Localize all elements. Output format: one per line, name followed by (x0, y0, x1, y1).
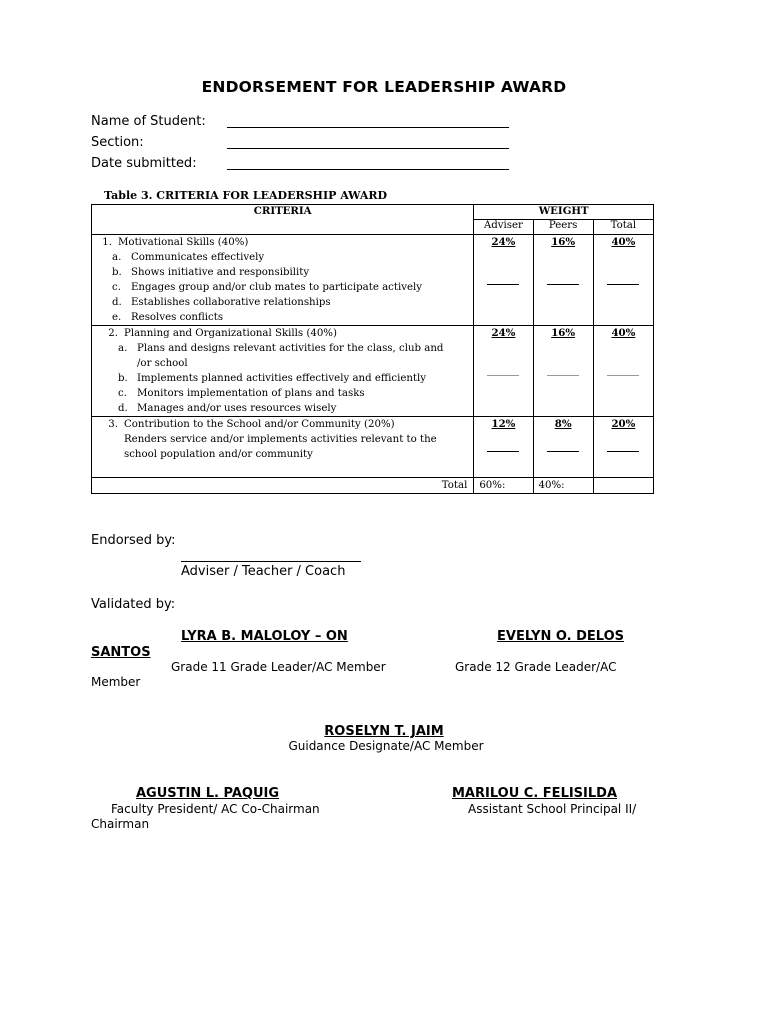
list-item: school population and/or community (124, 449, 313, 460)
list-item: Manages and/or uses resources wisely (137, 403, 337, 414)
item-letter: b. (118, 373, 128, 384)
item-letter: d. (112, 297, 122, 308)
section-number: 3. (108, 419, 118, 430)
weight-header: WEIGHT (474, 205, 654, 220)
total-total (593, 478, 653, 494)
list-item: Establishes collaborative relationships (131, 297, 331, 308)
total-row-label: Total (92, 478, 474, 494)
name-of-student-line[interactable] (227, 127, 509, 128)
list-item: Communicates effectively (131, 252, 265, 263)
table-row (92, 235, 654, 326)
peers-weight: 16% (551, 236, 576, 248)
total-score-line[interactable] (607, 284, 639, 285)
section-title: Contribution to the School and/or Community (20%) (124, 419, 395, 430)
item-letter: b. (112, 267, 122, 278)
adviser-weight: 12% (491, 418, 516, 430)
section-title: Planning and Organizational Skills (40%) (124, 328, 337, 339)
peers-score-line[interactable] (547, 375, 579, 376)
item-letter: e. (112, 312, 122, 323)
endorsed-by-label: Endorsed by: (91, 533, 176, 548)
item-letter: a. (112, 252, 122, 263)
list-item: Plans and designs relevant activities for the class, club and (137, 343, 444, 354)
signatory-role: Grade 12 Grade Leader/AC (455, 660, 617, 674)
list-item: Engages group and/or club mates to participate actively (131, 282, 423, 293)
table-row (92, 326, 654, 417)
page-title: ENDORSEMENT FOR LEADERSHIP AWARD (201, 78, 567, 96)
total-score-line[interactable] (607, 451, 639, 452)
signatory-role-continued: Member (91, 675, 141, 689)
total-peers: 40%: (533, 478, 593, 494)
signatory-name: LYRA B. MALOLOY – ON (181, 629, 348, 644)
name-of-student-label: Name of Student: (91, 114, 206, 129)
list-item: Implements planned activities effectively and efficiently (137, 373, 427, 384)
adviser-weight: 24% (491, 327, 516, 339)
signatory-role: Assistant School Principal II/ (468, 802, 637, 816)
total-weight: 40% (611, 236, 636, 248)
adviser-signature-line[interactable] (181, 561, 361, 562)
signatory-name: MARILOU C. FELISILDA (452, 786, 618, 801)
adviser-role: Adviser / Teacher / Coach (181, 564, 346, 579)
signatory-role: Faculty President/ AC Co-Chairman (111, 802, 320, 816)
total-header: Total (593, 220, 653, 235)
section-number: 2. (108, 328, 118, 339)
list-item: /or school (137, 358, 188, 369)
criteria-table (91, 204, 654, 494)
signatory-name-continued: SANTOS (91, 645, 151, 660)
adviser-score-line[interactable] (487, 451, 519, 452)
total-weight: 40% (611, 327, 636, 339)
total-score-line[interactable] (607, 375, 639, 376)
signatory-name: AGUSTIN L. PAQUIG (136, 786, 280, 801)
criteria-header: CRITERIA (92, 205, 474, 235)
peers-score-line[interactable] (547, 451, 579, 452)
date-submitted-label: Date submitted: (91, 156, 197, 171)
list-item: Shows initiative and responsibility (131, 267, 310, 278)
section-line[interactable] (227, 148, 509, 149)
adviser-weight: 24% (491, 236, 516, 248)
list-item: Renders service and/or implements activities relevant to the (124, 434, 437, 445)
list-item: Resolves conflicts (131, 312, 224, 323)
signatory-role-continued: Chairman (91, 817, 150, 831)
table-caption: Table 3. CRITERIA FOR LEADERSHIP AWARD (104, 189, 388, 202)
item-letter: a. (118, 343, 128, 354)
table-row (92, 417, 654, 478)
table-row (92, 478, 654, 494)
peers-score-line[interactable] (547, 284, 579, 285)
item-letter: d. (118, 403, 128, 414)
total-weight: 20% (611, 418, 636, 430)
peers-header: Peers (533, 220, 593, 235)
validated-by-label: Validated by: (91, 597, 176, 612)
peers-weight: 8% (554, 418, 572, 430)
date-submitted-line[interactable] (227, 169, 509, 170)
signatory-role: Grade 11 Grade Leader/AC Member (171, 660, 386, 674)
peers-weight: 16% (551, 327, 576, 339)
adviser-score-line[interactable] (487, 375, 519, 376)
list-item: Monitors implementation of plans and tasks (137, 388, 365, 399)
adviser-score-line[interactable] (487, 284, 519, 285)
section-title: Motivational Skills (40%) (118, 237, 249, 248)
signatory-name: ROSELYN T. JAIM (324, 724, 444, 739)
section-number: 1. (102, 237, 112, 248)
signatory-name: EVELYN O. DELOS (497, 629, 625, 644)
item-letter: c. (118, 388, 127, 399)
section-label: Section: (91, 135, 144, 150)
total-adviser: 60%: (474, 478, 533, 494)
adviser-header: Adviser (474, 220, 533, 235)
signatory-role: Guidance Designate/AC Member (288, 739, 484, 753)
item-letter: c. (112, 282, 121, 293)
